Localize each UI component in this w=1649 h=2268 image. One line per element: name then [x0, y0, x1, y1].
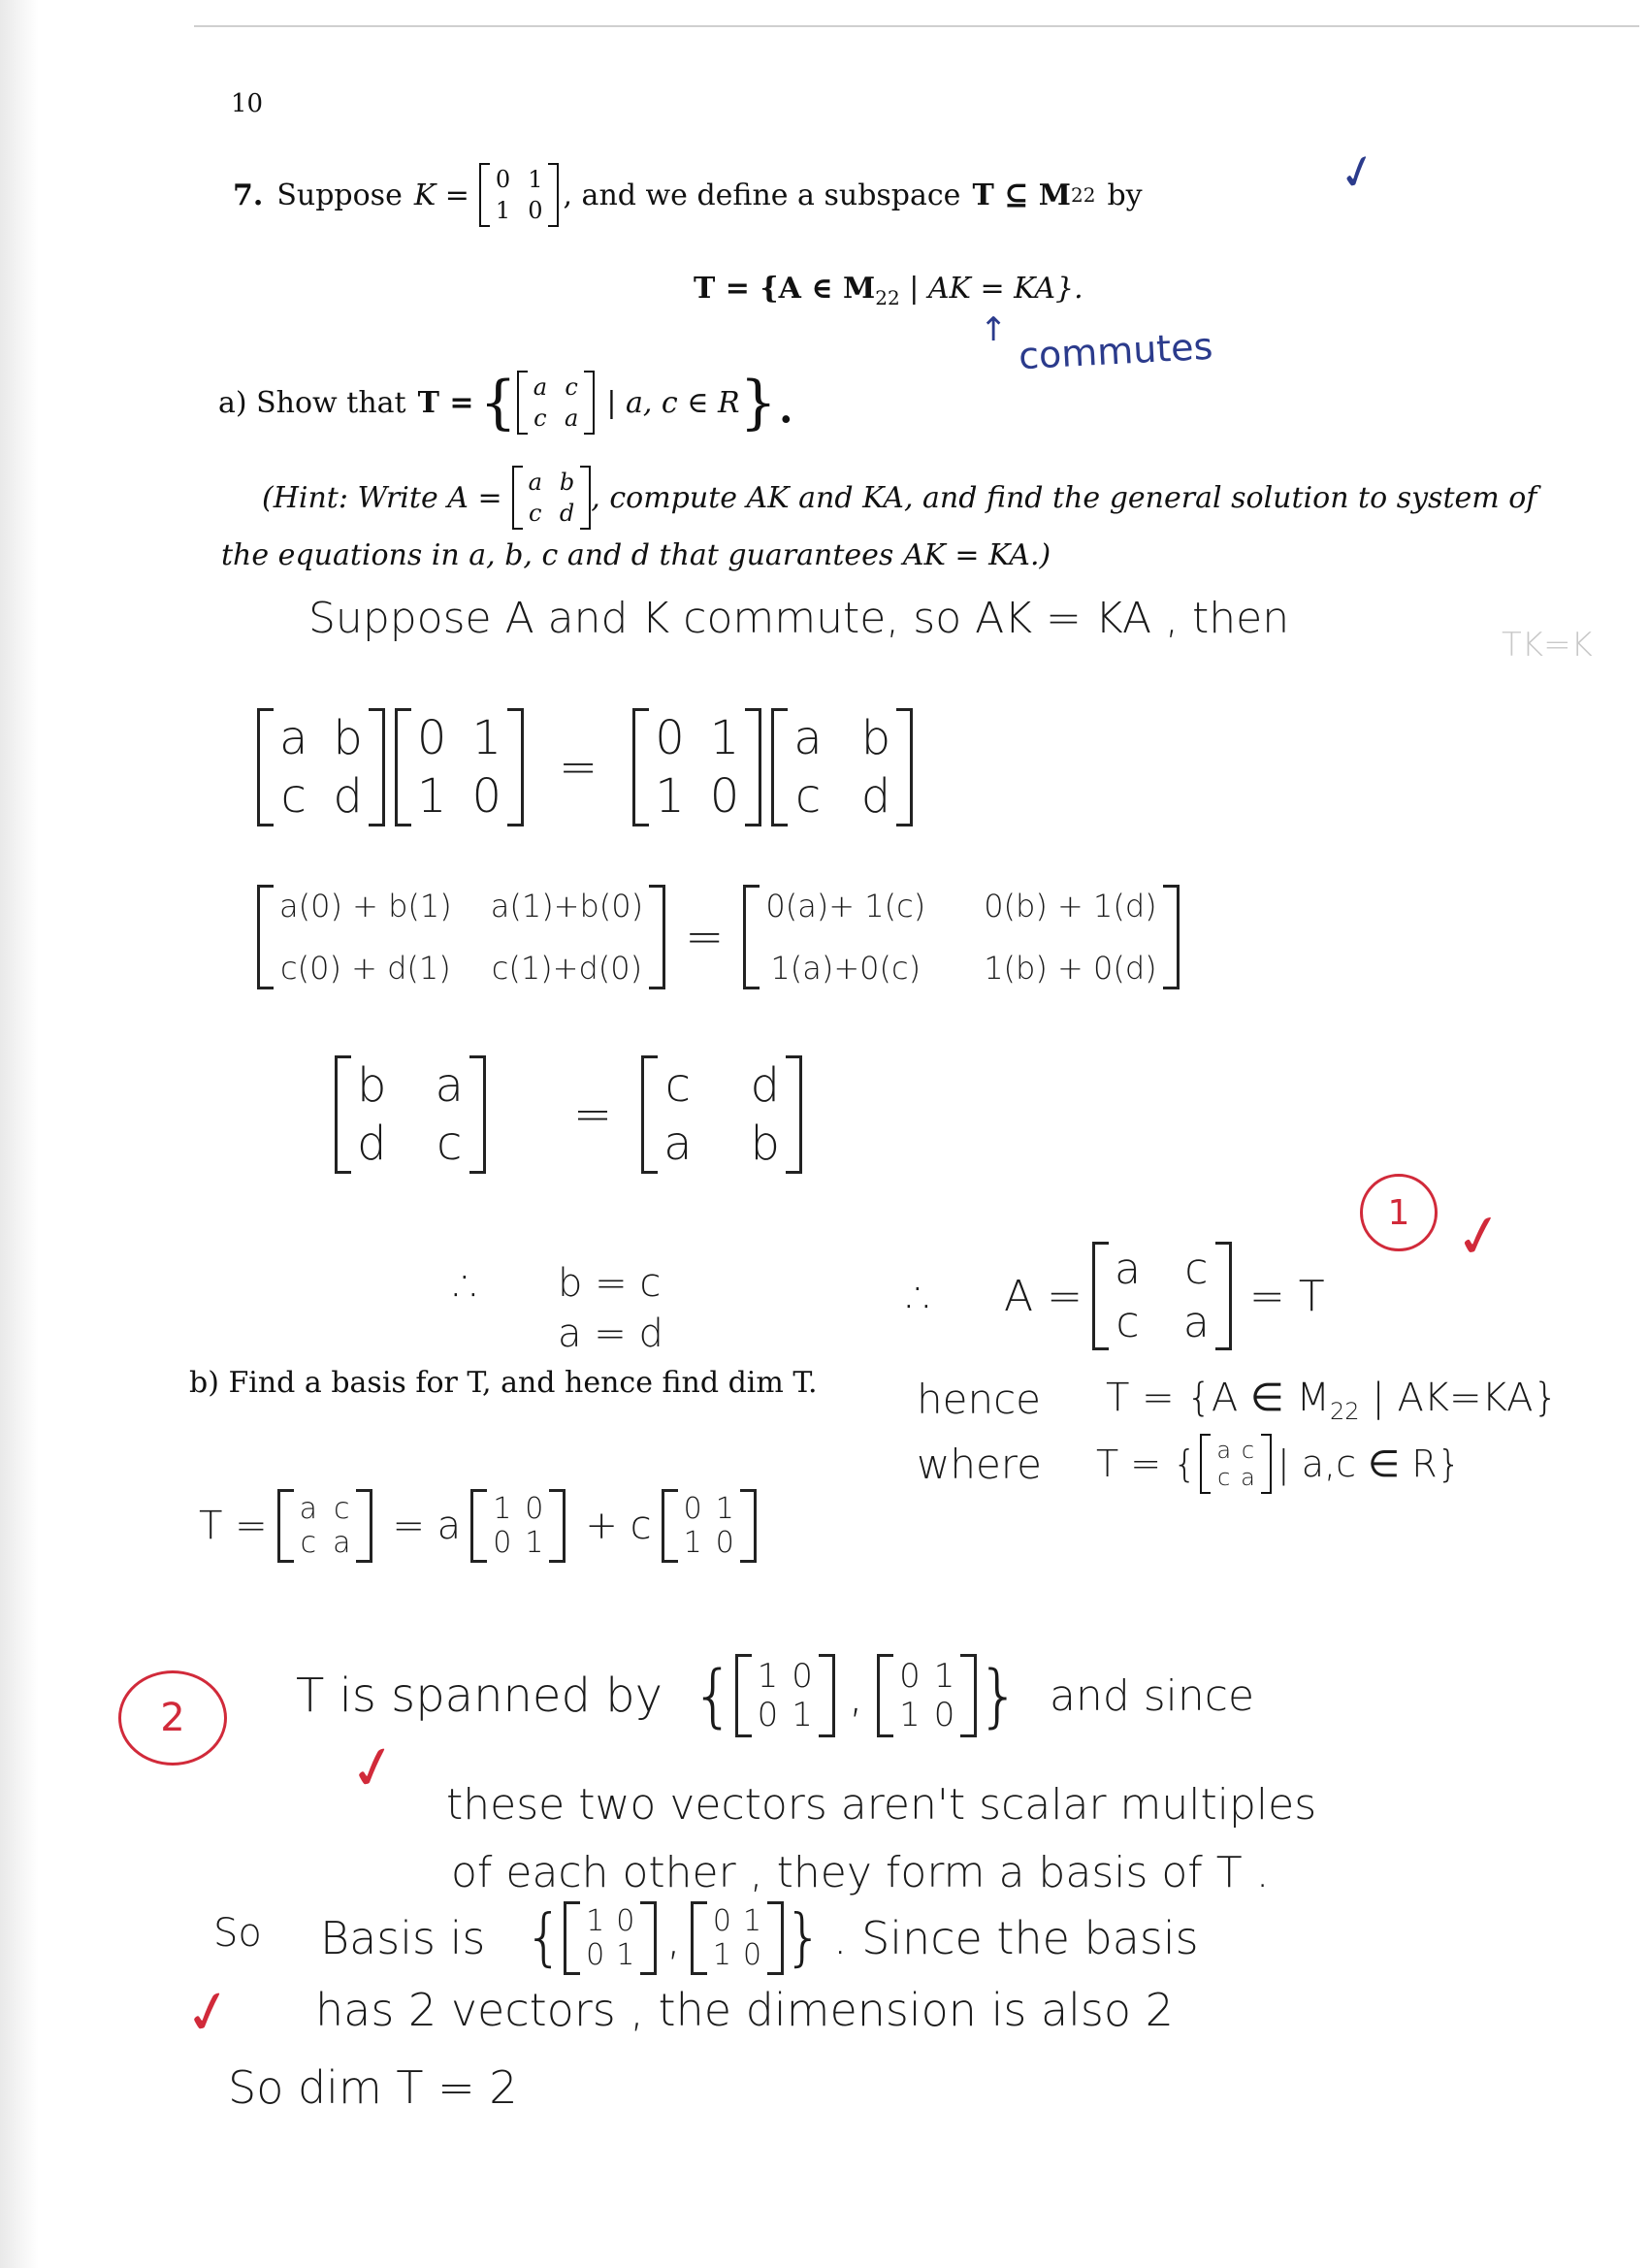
- score-value: 2: [160, 1696, 185, 1740]
- set-def: T = {A ∈ M: [694, 272, 876, 306]
- matrix-cell: a: [565, 405, 579, 432]
- matrix-cell: 1: [586, 1904, 605, 1938]
- matrix-cell: 0: [743, 1938, 762, 1972]
- equation-2: [257, 885, 1180, 989]
- where-set: [1096, 1434, 1461, 1494]
- matrix-cell: 1: [743, 1904, 762, 1938]
- left-brace: {: [479, 369, 517, 437]
- right-brace: }.: [739, 369, 795, 437]
- matrix-cell: a: [793, 711, 823, 765]
- matrix-cell: d: [333, 769, 363, 824]
- page-top-edge: [194, 25, 1639, 27]
- matrix-cell: c: [334, 1492, 350, 1526]
- question-header: [233, 163, 1143, 227]
- hence-label: hence: [917, 1376, 1042, 1423]
- matrix-cell: c(1)+d(0): [491, 950, 643, 987]
- commutes-note: commutes: [1017, 324, 1214, 378]
- dimension-result: So dim T = 2: [228, 2061, 518, 2114]
- hint-line-1: [262, 466, 1536, 530]
- set-def-rest: | AK = KA}.: [909, 272, 1083, 306]
- matrix-cell: 0: [792, 1657, 813, 1696]
- matrix-cell: d: [750, 1058, 780, 1113]
- part-a-label: a) Show that: [218, 385, 406, 420]
- subspace-sub: 22: [1071, 183, 1096, 207]
- k-matrix: [479, 163, 560, 227]
- matrix-cell: 0: [933, 1696, 955, 1734]
- matrix-cell: a: [528, 469, 542, 496]
- matrix-cell: 0: [715, 1526, 734, 1560]
- matrix-a: [771, 708, 913, 826]
- matrix-cell: 1: [757, 1657, 779, 1696]
- plus-c: + c: [585, 1504, 652, 1548]
- not-scalar-line-2: of each other , they form a basis of T .: [451, 1848, 1270, 1897]
- matrix-cell: c: [300, 1526, 317, 1560]
- matrix-cell: 1: [655, 769, 685, 824]
- by-text: by: [1107, 178, 1143, 212]
- left-brace: {: [692, 1656, 735, 1735]
- product-matrix-ka: [743, 885, 1179, 989]
- matrix-k: [632, 708, 761, 826]
- matrix-cell: a: [663, 1117, 693, 1171]
- matrix-cell: b: [333, 711, 363, 765]
- matrix-cell: a: [1216, 1437, 1232, 1464]
- matrix-cell: 1: [495, 197, 511, 224]
- matrix-cell: c: [565, 373, 578, 401]
- where-set-rest: | a,c ∈ R}: [1277, 1442, 1461, 1485]
- matrix-cell: 1(b) + 0(d): [984, 950, 1157, 987]
- page-number: 10: [231, 89, 264, 118]
- matrix-cell: 0: [709, 769, 740, 824]
- where-label: where: [917, 1441, 1042, 1488]
- matrix-cell: c: [1116, 1298, 1140, 1347]
- basis-identity-matrix: [564, 1901, 657, 1975]
- so-label: So: [213, 1911, 262, 1956]
- hint-rest: , compute AK and KA, and find the general solution to system of: [591, 480, 1537, 515]
- hint-matrix: [512, 466, 592, 530]
- proof-line-suppose: Suppose A and K commute, so AK = KA , then: [308, 594, 1290, 643]
- matrix-cell: b: [750, 1117, 780, 1171]
- score-circle-2: [118, 1670, 227, 1766]
- score-value: 1: [1387, 1192, 1410, 1233]
- right-brace: }: [977, 1656, 1020, 1735]
- equals-sign: =: [558, 740, 598, 794]
- matrix-cell: a: [435, 1058, 464, 1113]
- matrix-cell: c: [1241, 1437, 1255, 1464]
- conclusion-a-d: a = d: [558, 1312, 663, 1356]
- where-matrix: [1200, 1434, 1271, 1494]
- matrix-cell: d: [357, 1117, 387, 1171]
- matrix-cell: c: [794, 769, 822, 824]
- basis-k-matrix: [691, 1901, 784, 1975]
- matrix-cell: a: [1241, 1464, 1255, 1491]
- part-a-cond: | a, c ∈ R: [606, 385, 740, 420]
- matrix-cell: 1: [792, 1696, 813, 1734]
- matrix-cell: a: [533, 373, 547, 401]
- a-result: [1004, 1242, 1325, 1350]
- hint-open: (Hint: Write A =: [262, 480, 502, 515]
- matrix-cell: d: [860, 769, 891, 824]
- therefore-symbol: ∴: [907, 1271, 937, 1325]
- matrix-cell: 1: [709, 711, 740, 765]
- matrix-cell: 0: [616, 1904, 635, 1938]
- matrix-cell: 1: [471, 711, 501, 765]
- check-icon: ✓: [178, 1974, 241, 2052]
- matrix-cell: 0: [655, 711, 685, 765]
- spanned-prefix: T is spanned by: [296, 1669, 663, 1723]
- score-circle-1: [1360, 1174, 1438, 1251]
- equals-sign: =: [685, 910, 725, 964]
- matrix-cell: a: [299, 1492, 318, 1526]
- matrix-cell: b: [559, 469, 575, 496]
- right-brace: }: [784, 1902, 824, 1974]
- matrix-a: [257, 708, 385, 826]
- left-brace: {: [524, 1902, 565, 1974]
- matrix-cell: 0: [495, 166, 511, 193]
- spanned-suffix: and since: [1049, 1670, 1255, 1721]
- arrow-up-icon: ↑: [980, 310, 1008, 349]
- conclusion-b-c: b = c: [558, 1261, 662, 1306]
- matrix-cell: 1: [712, 1938, 732, 1972]
- spanned-line: [296, 1654, 1254, 1737]
- product-matrix-ak: [257, 885, 665, 989]
- matrix-cell: a(0) + b(1): [279, 888, 452, 924]
- matrix-cell: c: [1217, 1464, 1231, 1491]
- basis-line: [320, 1901, 1199, 1975]
- matrix-cell: a(1)+b(0): [490, 888, 644, 924]
- result-matrix-ka: [641, 1055, 802, 1174]
- part-a-t: T =: [417, 385, 474, 420]
- matrix-cell: 0: [757, 1696, 779, 1734]
- matrix-cell: a: [1182, 1298, 1210, 1347]
- not-scalar-line-1: these two vectors aren't scalar multiples: [446, 1780, 1317, 1830]
- comma: ,: [666, 1912, 681, 1964]
- hence-sub: 22: [1329, 1398, 1360, 1425]
- question-number: 7.: [233, 178, 264, 212]
- part-a: [218, 369, 795, 437]
- basis-identity-matrix: [735, 1654, 835, 1737]
- matrix-cell: c: [1184, 1245, 1209, 1294]
- matrix-cell: 1: [933, 1657, 955, 1696]
- matrix-cell: 1: [715, 1492, 734, 1526]
- matrix-cell: a: [279, 711, 308, 765]
- result-matrix-ak: [335, 1055, 486, 1174]
- check-icon: ✓: [1449, 1199, 1509, 1275]
- comma: ,: [848, 1669, 864, 1723]
- equation-1: [257, 708, 913, 826]
- basis-prefix: Basis is: [320, 1912, 486, 1964]
- matrix-cell: b: [860, 711, 891, 765]
- matrix-cell: 1: [683, 1526, 702, 1560]
- matrix-cell: c: [529, 500, 542, 527]
- matrix-cell: 0: [416, 711, 447, 765]
- matrix-cell: 0: [528, 197, 543, 224]
- check-icon: ✓: [1332, 141, 1384, 205]
- faint-text: TK=K: [1502, 626, 1593, 664]
- set-def-sub: 22: [875, 286, 900, 309]
- equals-a: = a: [392, 1504, 462, 1548]
- check-icon: ✓: [342, 1730, 405, 1807]
- a-result-matrix: [1092, 1242, 1232, 1350]
- matrix-cell: 1: [525, 1526, 544, 1560]
- hence-set-start: T = {A ∈ M: [1106, 1376, 1330, 1420]
- basis-suffix: . Since the basis: [832, 1912, 1199, 1964]
- k-matrix-hand: [662, 1489, 757, 1563]
- matrix-cell: 1: [416, 769, 447, 824]
- scan-edge-shadow: [0, 0, 39, 2268]
- matrix-cell: 1: [899, 1696, 921, 1734]
- matrix-cell: 0(a)+ 1(c): [765, 888, 926, 924]
- matrix-cell: d: [559, 500, 575, 527]
- matrix-cell: 1: [528, 166, 543, 193]
- matrix-cell: c(0) + d(1): [280, 950, 451, 987]
- basis-k-matrix: [877, 1654, 977, 1737]
- matrix-cell: c: [534, 405, 547, 432]
- a-equals: A =: [1004, 1271, 1083, 1321]
- matrix-cell: b: [357, 1058, 387, 1113]
- matrix-cell: 1: [493, 1492, 512, 1526]
- matrix-cell: 1: [616, 1938, 635, 1972]
- k-symbol: K =: [413, 178, 469, 212]
- matrix-cell: 0: [525, 1492, 544, 1526]
- identity-matrix: [470, 1489, 566, 1563]
- matrix-cell: 0: [586, 1938, 605, 1972]
- suppose-label: Suppose: [276, 178, 403, 212]
- equals-t: = T: [1248, 1271, 1325, 1321]
- part-b: b) Find a basis for T, and hence find dim T.: [189, 1366, 818, 1400]
- define-text: , and we define a subspace: [563, 178, 961, 212]
- therefore-symbol: ∴: [454, 1259, 484, 1313]
- matrix-cell: c: [280, 769, 307, 824]
- matrix-cell: 0: [712, 1904, 732, 1938]
- equation-3: [335, 1055, 802, 1174]
- has-two-vectors: has 2 vectors , the dimension is also 2: [315, 1984, 1174, 2036]
- hint-line-2: the equations in a, b, c and d that guarantees AK = KA.): [221, 538, 1051, 572]
- matrix-cell: 1(a)+0(c): [770, 950, 922, 987]
- subspace-symbol: T ⊆ M: [972, 178, 1071, 212]
- part-a-matrix: [517, 371, 596, 435]
- matrix-k: [395, 708, 524, 826]
- set-definition: [694, 272, 1083, 309]
- matrix-cell: a: [333, 1526, 351, 1560]
- matrix-cell: 0: [471, 769, 501, 824]
- t-equals: T =: [199, 1504, 268, 1548]
- matrix-cell: c: [664, 1058, 692, 1113]
- matrix-cell: c: [436, 1117, 463, 1171]
- matrix-cell: 0: [493, 1526, 512, 1560]
- t-decomposition: [199, 1489, 757, 1563]
- equals-sign: =: [572, 1087, 613, 1142]
- matrix-cell: a: [1114, 1245, 1141, 1294]
- matrix-cell: 0: [683, 1492, 702, 1526]
- where-set-start: T = {: [1096, 1442, 1197, 1485]
- hence-set: [1106, 1376, 1558, 1425]
- matrix-cell: 0(b) + 1(d): [984, 888, 1157, 924]
- matrix-cell: 0: [899, 1657, 921, 1696]
- t-matrix: [277, 1489, 373, 1563]
- hence-set-rest: | AK=KA}: [1372, 1376, 1558, 1420]
